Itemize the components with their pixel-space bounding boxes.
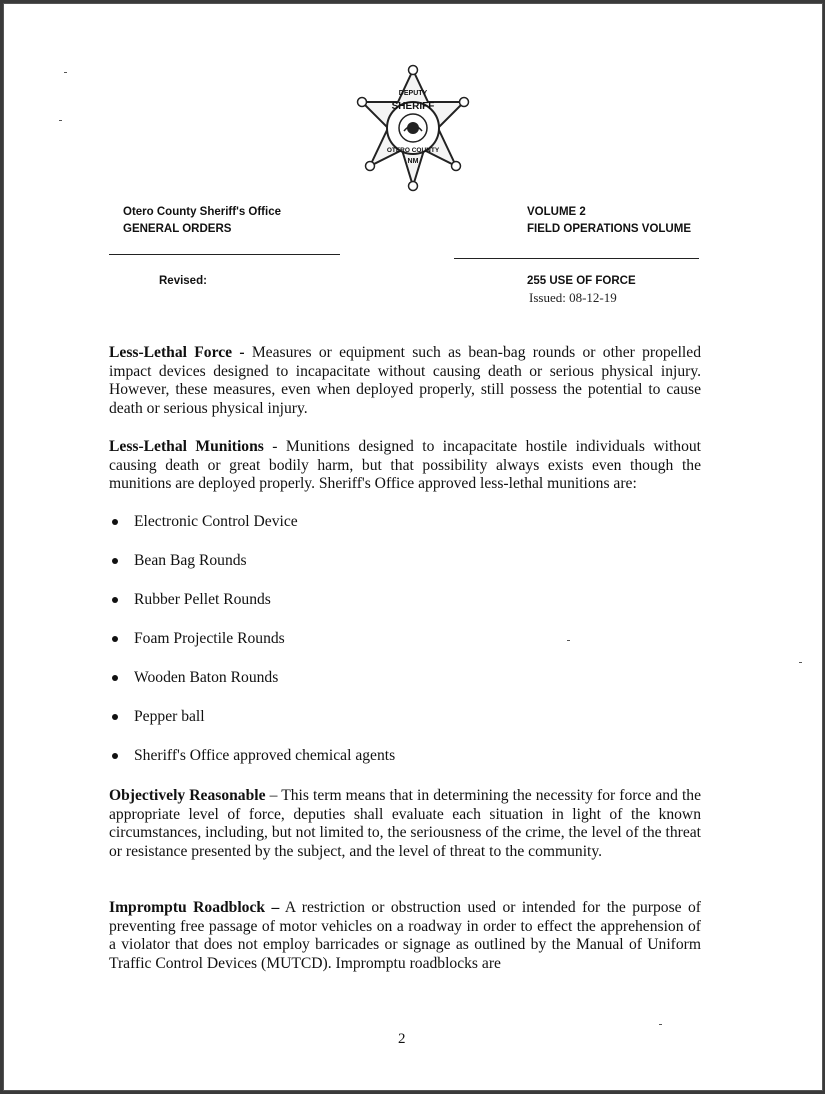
munitions-list	[109, 513, 609, 786]
bullet-icon	[112, 675, 118, 681]
scan-speck	[567, 640, 570, 641]
list-item	[109, 708, 609, 747]
definition-term: Less-Lethal Force -	[109, 344, 245, 361]
bullet-icon	[112, 597, 118, 603]
definition-term: Objectively Reasonable	[109, 787, 266, 804]
sheriff-badge-icon	[352, 64, 474, 194]
bullet-icon	[112, 636, 118, 642]
list-item-label: Wooden Baton Rounds	[134, 669, 279, 686]
bullet-icon	[112, 558, 118, 564]
list-item-label: Rubber Pellet Rounds	[134, 591, 271, 608]
definition-term: Impromptu Roadblock –	[109, 899, 280, 916]
bullet-icon	[112, 714, 118, 720]
office-name: Otero County Sheriff's Office	[123, 206, 282, 218]
header-rule-right	[454, 258, 699, 259]
definition-body: A restriction or obstruction used or intended for the purpose of preventing free passage of motor vehicles on a roadway in order to effect the apprehension of a violator that does not employ barricades or signage as outlined by the Manual of Uniform Traffic Control Devices (MUTCD). Impromptu roadblocks are	[109, 899, 701, 972]
badge-top-text: DEPUTY	[398, 90, 428, 97]
header-rule-left	[109, 254, 340, 255]
scan-speck	[799, 662, 802, 663]
definition-impromptu-roadblock	[109, 899, 701, 973]
definition-term: Less-Lethal Munitions	[109, 438, 264, 455]
list-item	[109, 552, 609, 591]
section-title: 255 USE OF FORCE	[527, 275, 636, 287]
page-number: 2	[398, 1031, 406, 1047]
volume-title: FIELD OPERATIONS VOLUME	[527, 223, 691, 235]
badge-state-text: NM	[407, 158, 419, 165]
definition-body: Measures or equipment such as bean-bag rounds or other propelled impact devices designed to incapacitate without causing death or serious physical injury. However, these measures, even when deployed properly, still possess the potential to cause death or serious physical injury.	[109, 344, 701, 417]
definition-less-lethal-munitions	[109, 438, 701, 494]
list-item-label: Sheriff's Office approved chemical agents	[134, 747, 396, 764]
list-item	[109, 630, 609, 669]
badge-county-text: OTERO COUNTY	[386, 147, 440, 154]
badge-middle-text: SHERIFF	[391, 101, 435, 112]
scan-speck	[59, 120, 62, 121]
list-item	[109, 513, 609, 552]
list-item	[109, 669, 609, 708]
revised-label: Revised:	[159, 275, 207, 287]
list-item	[109, 591, 609, 630]
definition-body: – This term means that in determining the necessity for force and the appropriate level of force, deputies shall evaluate each situation in light of the known circumstances, including, but not limited to, the seriousness of the crime, the level of the threat or resistance presented by the subject, and the level of threat to the community.	[109, 787, 701, 860]
scan-speck	[64, 72, 67, 73]
general-orders-label: GENERAL ORDERS	[123, 223, 232, 235]
issued-date: Issued: 08-12-19	[529, 290, 617, 305]
list-item-label: Foam Projectile Rounds	[134, 630, 285, 647]
definition-objectively-reasonable	[109, 787, 701, 861]
definition-less-lethal-force	[109, 344, 701, 418]
scan-speck	[659, 1024, 662, 1025]
document-page	[3, 3, 823, 1091]
bullet-icon	[112, 519, 118, 525]
list-item-label: Pepper ball	[134, 708, 205, 725]
definition-body: - Munitions designed to incapacitate hostile individuals without causing death or great bodily harm, but that possibility always exists even though the munitions are deployed properly. Sheriff's Office approved less-lethal munitions are:	[109, 438, 701, 492]
list-item-label: Bean Bag Rounds	[134, 552, 247, 569]
list-item-label: Electronic Control Device	[134, 513, 298, 530]
list-item	[109, 747, 609, 786]
volume-label: VOLUME 2	[527, 206, 586, 218]
bullet-icon	[112, 753, 118, 759]
